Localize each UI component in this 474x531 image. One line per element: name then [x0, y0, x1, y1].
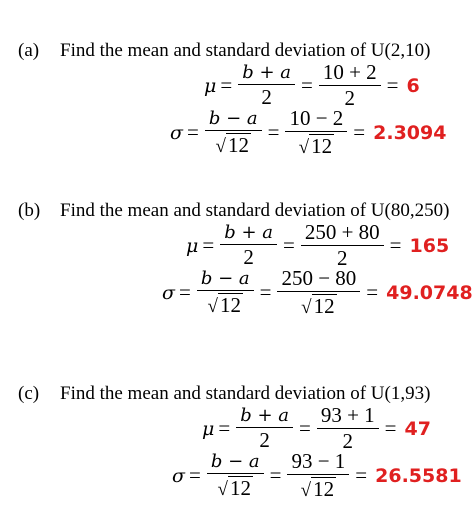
mean-substituted-fraction — [317, 405, 379, 452]
radicand: 12 — [313, 294, 335, 318]
square-root: √ 12 — [301, 294, 335, 319]
square-root: √ 12 — [217, 475, 251, 500]
mean-substituted-fraction — [301, 222, 384, 269]
fraction-numerator: b − a — [197, 270, 254, 291]
radicand: 12 — [229, 475, 251, 500]
sd-formula-fraction — [205, 107, 262, 157]
mean-result: 6 — [406, 74, 420, 97]
sd-substituted-fraction — [277, 268, 360, 317]
mean-formula-fraction — [236, 404, 293, 452]
sd-equation: σ = b − a √ 12 = 93 − 1 √ 12 = 26.5581 — [172, 449, 462, 502]
mean-equation: μ = $\frac{b + a}{2}$ = $\frac{93 + 1}{2}$ = 47 — [202, 403, 431, 453]
mean-result: 47 — [404, 417, 431, 440]
mean-equation: μ = $\frac{b + a}{2}$ = $\frac{250 + 80}{2}$ = 165 — [186, 220, 450, 270]
mean-symbol: μ — [186, 234, 199, 257]
fraction-denominator: 2 — [259, 427, 270, 452]
sd-substituted-fraction — [287, 451, 349, 500]
fraction-denominator: 2 — [344, 86, 355, 110]
sd-formula-fraction — [207, 450, 264, 500]
fraction-numerator: b − a — [205, 110, 262, 131]
mean-equation: μ = $\frac{b + a}{2}$ = $\frac{10 + 2}{2}$ = 6 — [204, 60, 420, 110]
sd-formula-fraction — [197, 267, 254, 317]
radicand: 12 — [311, 134, 333, 158]
fraction-numerator: 93 − 1 — [287, 451, 349, 475]
problem-letter: (a) — [18, 40, 40, 61]
sd-symbol: σ — [170, 121, 183, 144]
fraction-numerator: b + a — [220, 224, 277, 245]
fraction-numerator: 250 + 80 — [301, 222, 384, 246]
mean-symbol: μ — [204, 74, 217, 97]
problem-prompt: Find the mean and standard deviation of U(2,10) — [60, 40, 431, 61]
fraction-denominator: 2 — [337, 246, 348, 270]
radicand: 12 — [227, 132, 249, 157]
sd-equation: σ = b − a √ 12 = 10 − 2 √ 12 = 2.3094 — [170, 106, 447, 159]
mean-substituted-fraction — [319, 62, 381, 109]
sd-result: 2.3094 — [373, 121, 447, 144]
radicand: 12 — [313, 477, 335, 501]
fraction-denominator: 2 — [243, 244, 254, 269]
fraction-numerator: b + a — [236, 407, 293, 428]
problem-prompt: Find the mean and standard deviation of U(80,250) — [60, 200, 450, 221]
fraction-numerator: b + a — [238, 64, 295, 85]
mean-symbol: μ — [202, 417, 215, 440]
problem-header — [18, 383, 430, 405]
problem-prompt: Find the mean and standard deviation of U(1,93) — [60, 383, 431, 404]
square-root: √ 12 — [207, 292, 241, 317]
square-root: √ 12 — [298, 134, 333, 159]
fraction-numerator: 10 − 2 — [285, 108, 347, 132]
fraction-denominator: 2 — [261, 84, 272, 109]
radicand: 12 — [219, 292, 241, 317]
mean-formula-fraction — [220, 221, 277, 269]
problem-letter: (c) — [18, 383, 40, 404]
square-root: √ 12 — [300, 477, 335, 502]
problem-header — [18, 40, 430, 62]
mean-formula-fraction — [238, 61, 295, 109]
mean-result: 165 — [409, 234, 450, 257]
sd-result: 26.5581 — [375, 464, 462, 487]
sd-equation: σ = b − a √ 12 = 250 − 80 √ 12 = 49.0748 — [162, 266, 473, 319]
fraction-numerator: b − a — [207, 453, 264, 474]
fraction-numerator: 250 − 80 — [277, 268, 360, 292]
fraction-denominator: 2 — [342, 429, 353, 453]
fraction-numerator: 10 + 2 — [319, 62, 381, 86]
square-root: √ 12 — [215, 132, 249, 157]
problem-letter: (b) — [18, 200, 41, 221]
sd-substituted-fraction — [285, 108, 347, 157]
sd-symbol: σ — [162, 281, 175, 304]
fraction-numerator: 93 + 1 — [317, 405, 379, 429]
sd-result: 49.0748 — [386, 281, 473, 304]
problem-header — [18, 200, 449, 222]
sd-symbol: σ — [172, 464, 185, 487]
